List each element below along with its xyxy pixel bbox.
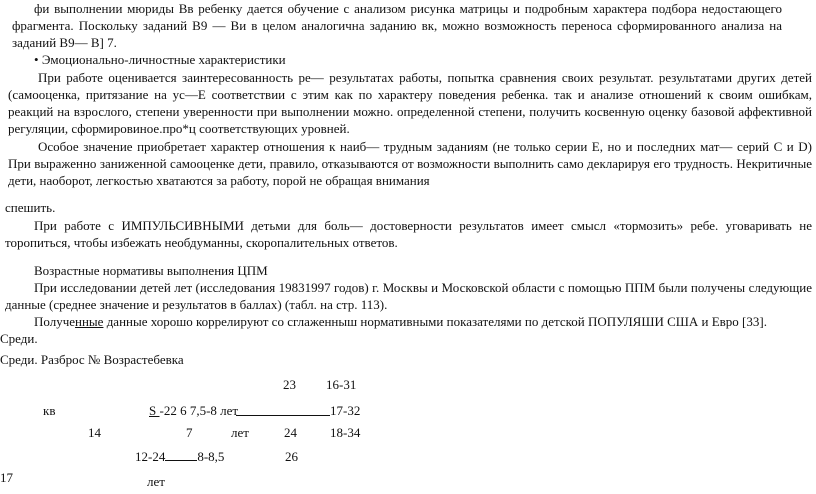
table-r3-e: 18-34 — [330, 425, 361, 440]
table-r3-b: 7 — [186, 425, 193, 440]
bullet-heading-text: Эмоционально-личностные характеристики — [41, 52, 286, 67]
table-caption: Среди. Разброс № Возрастебевка — [0, 352, 184, 367]
table-r4-underline — [165, 450, 197, 461]
table-r3-d: 24 — [284, 425, 297, 440]
paragraph-3-line-2: При выраженно заниженной самооценке дети, правило, отказываются от возможности выполнить само декларируя его трудность. Некритичные — [8, 156, 812, 171]
table-r2-b-part2: -22 6 7,5-8 лет — [159, 403, 239, 418]
paragraph-3-line-1: Особое значение приобретает характер отношения к наиб— трудным заданиям (не только серии Е, но и последних мат— серий С и D) — [38, 139, 812, 154]
table-r4-a-part2: 8-8,5 — [197, 449, 225, 464]
paragraph-7-text-a: Получе — [34, 314, 76, 329]
paragraph-6-line-2: данные (среднее значение и результатов в баллах) (табл. на стр. 113). — [5, 297, 388, 312]
paragraph-7-text-underlined: нные — [75, 314, 104, 329]
paragraph-1-line-1: фи выполнении мюриды Вв ребенку дается обучение с анализом рисунка матрицы и подробным характера подбора недостающего — [34, 1, 782, 16]
table-r2-b-part1: S — [149, 403, 160, 418]
paragraph-5-line-1: При работе с ИМПУЛЬСИВНЫМИ детьми для боль— достоверности результатов имеет смысл «тормозить» ребе. уговаривать не — [34, 218, 812, 233]
paragraph-2-line-2: (самооценка, притязание на ус—Е соответствии с этим как по характеру поведения ребенка. так и анализе отношений к своим ошибкам, — [8, 87, 812, 102]
section-heading: Возрастные нормативы выполнения ЦПМ — [34, 263, 268, 278]
bullet-icon: • — [34, 52, 39, 67]
paragraph-7-text-c: данные хорошо коррелируют со сглаженныш нормативными показателями по детской ПОПУЛЯШИ США и Евро [33]. — [103, 314, 767, 329]
paragraph-7-line-1 — [34, 314, 767, 330]
paragraph-2-line-4: регуляции, сформировиное.про*ц соответствующих уровней. — [8, 121, 350, 136]
table-r5-a: 17 — [0, 470, 13, 485]
paragraph-2-line-3: реакций на взрослого, степени уверенности при выполнении можно. определенной степени, получить косвенную оценку базовой аффективной — [8, 104, 812, 119]
paragraph-7-line-2: Среди. — [0, 331, 38, 346]
table-r1-b: 16-31 — [326, 377, 357, 392]
paragraph-1-line-3: заданий В9— В] 7. — [12, 35, 117, 50]
paragraph-6-line-1: При исследовании детей лет (исследования 19831997 годов) г. Москвы и Московской области с помощью ППМ были получены следующие — [34, 280, 812, 295]
paragraph-2-line-1: При работе оценивается заинтересованность ре— результатах работы, попытка сравнения своих результат. результатами других детей — [38, 70, 812, 85]
table-r2-underline — [236, 415, 330, 416]
paragraph-5-line-2: торопиться, чтобы избежать необдуманны, скоропалительных ответов. — [5, 235, 398, 250]
table-r1-a: 23 — [283, 377, 296, 392]
table-r4-b: 26 — [285, 449, 298, 464]
bullet-heading — [34, 52, 286, 68]
paragraph-4-line-1: спешить. — [5, 200, 56, 215]
table-r2-c: 17-32 — [330, 403, 361, 418]
table-r3-a: 14 — [88, 425, 101, 440]
table-r4-a-part1: 12-24 — [135, 449, 166, 464]
table-r2-b — [149, 403, 238, 419]
paragraph-3-line-3: дети, наоборот, легкостью хватаются за работу, порой не обращая внимания — [8, 173, 430, 188]
table-r2-a: кв — [43, 403, 56, 418]
table-r4-a — [135, 449, 224, 465]
table-r3-c: лет — [231, 425, 249, 440]
paragraph-1-line-2: фрагмента. Поскольку заданий В9 — Ви в целом аналогична заданию вк, можно возможность переноса сформированного анализа на — [12, 18, 782, 33]
table-r5-b: лет — [147, 474, 165, 489]
